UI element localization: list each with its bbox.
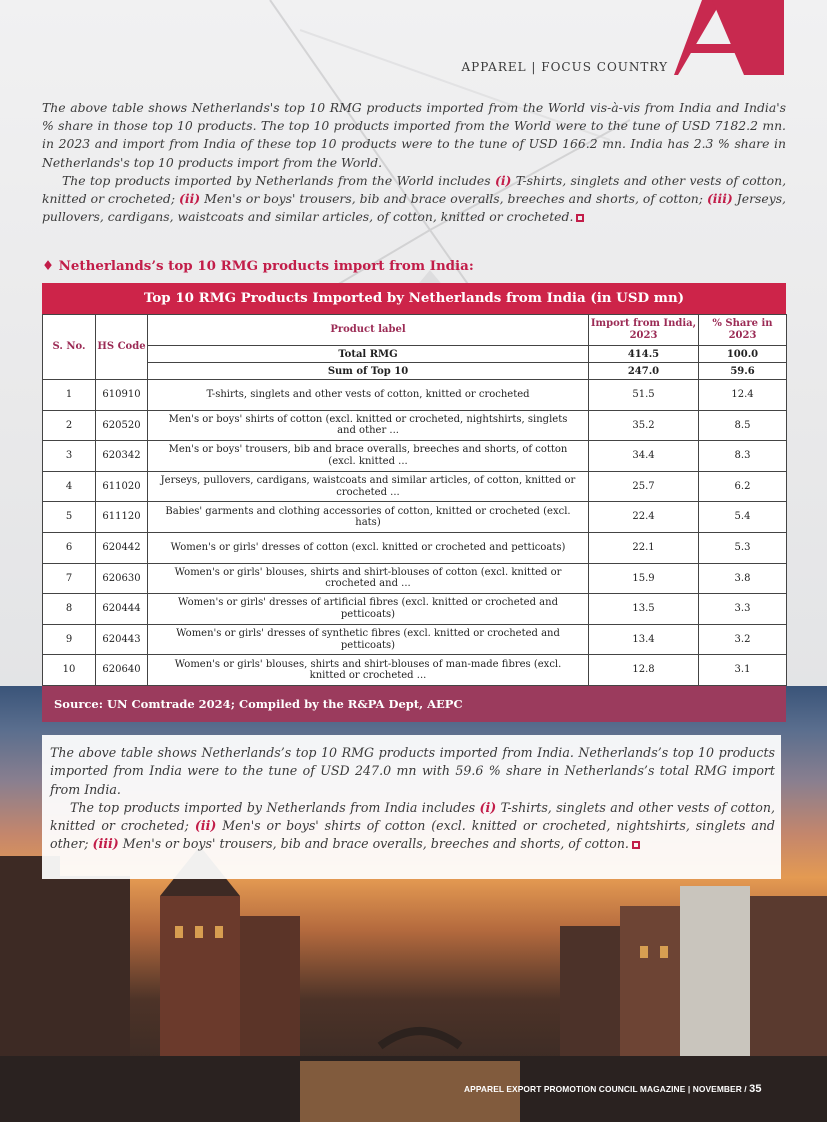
cell-sno: 6 (43, 532, 96, 563)
cell-label: Women's or girls' dresses of artificial fibres (excl. knitted or crocheted and petticoats) (148, 594, 589, 625)
col-header-import: Import from India, 2023 (589, 315, 699, 346)
cell-share: 3.3 (699, 594, 787, 625)
cell-sno: 5 (43, 502, 96, 533)
cell-sno: 8 (43, 594, 96, 625)
cell-label: Men's or boys' shirts of cotton (excl. knitted or crocheted, nightshirts, singlets and other ... (148, 410, 589, 441)
cell-hs: 620442 (96, 532, 148, 563)
table-row (43, 441, 787, 472)
magazine-logo-icon (674, 0, 784, 78)
cell-label: Babies' garments and clothing accessories of cotton, knitted or crocheted (excl. hats) (148, 502, 589, 533)
cell-label: Women's or girls' blouses, shirts and shirt-blouses of cotton (excl. knitted or crocheted and ... (148, 563, 589, 594)
cell-import: 34.4 (589, 441, 699, 472)
section-title: ♦ Netherlands’s top 10 RMG products import from India: (42, 258, 474, 274)
cell-sno: 7 (43, 563, 96, 594)
end-mark-icon (576, 214, 584, 222)
cell-label: Women's or girls' blouses, shirts and shirt-blouses of man-made fibres (excl. knitted or crocheted ... (148, 655, 589, 686)
table-source: Source: UN Comtrade 2024; Compiled by the R&PA Dept, AEPC (42, 686, 786, 722)
cell-import: 35.2 (589, 410, 699, 441)
cell-share: 8.3 (699, 441, 787, 472)
cell-sno: 1 (43, 380, 96, 411)
summary-text-2: The top products imported by Netherlands from India includes (i) T-shirts, singlets and other vests of cotton, knitted or crocheted; (ii) Men's or boys' shirts of cotton (excl. knitted or crocheted, nightshirts, singlets and other; (iii) Men's or boys' trousers, bib and brace overalls, breeches and shorts, of cotton. (50, 799, 775, 852)
cell-import: 15.9 (589, 563, 699, 594)
table-row (43, 502, 787, 533)
cell-sno: 2 (43, 410, 96, 441)
cell-sno: 9 (43, 624, 96, 655)
page-footer: APPAREL EXPORT PROMOTION COUNCIL MAGAZINE | NOVEMBER / 35 (464, 1083, 762, 1095)
cell-label: Men's or boys' trousers, bib and brace overalls, breeches and shorts, of cotton (excl. knitted ... (148, 441, 589, 472)
cell-share: 3.2 (699, 624, 787, 655)
cell-sno: 4 (43, 471, 96, 502)
cell-import: 22.4 (589, 502, 699, 533)
col-header-hs: HS Code (96, 315, 148, 380)
cell-hs: 620630 (96, 563, 148, 594)
summary-box (42, 735, 781, 879)
page-number: 35 (749, 1083, 762, 1095)
col-header-sno: S. No. (43, 315, 96, 380)
total-row: Total RMG 414.5 100.0 (43, 346, 787, 363)
table-title: Top 10 RMG Products Imported by Netherlands from India (in USD mn) (42, 283, 786, 314)
cell-share: 5.3 (699, 532, 787, 563)
cell-share: 5.4 (699, 502, 787, 533)
cell-hs: 620520 (96, 410, 148, 441)
cell-hs: 611020 (96, 471, 148, 502)
table-row (43, 410, 787, 441)
cell-share: 3.1 (699, 655, 787, 686)
summary-text-1: The above table shows Netherlands’s top 10 RMG products imported from India. Netherlands’s top 10 products imported from India were to the tune of USD 247.0 mn with 59.6 % share in Netherlands’s total RMG import from India. (50, 745, 775, 797)
cell-label: Jerseys, pullovers, cardigans, waistcoats and similar articles, of cotton, knitted or crocheted ... (148, 471, 589, 502)
col-header-share: % Share in 2023 (699, 315, 787, 346)
table-row (43, 594, 787, 625)
cell-sno: 3 (43, 441, 96, 472)
table-row (43, 624, 787, 655)
intro-text-1: The above table shows Netherlands's top 10 RMG products imported from the World vis-à-vis from India and India's % share in those top 10 products. The top 10 products imported from the World were to the tune of USD 7182.2 mn. in 2023 and import from India of these top 10 products were to the tune of USD 166.2 mn. India has 2.3 % share in Netherlands's top 10 products import from the World. (42, 100, 786, 170)
cell-import: 13.5 (589, 594, 699, 625)
end-mark-icon (632, 841, 640, 849)
col-header-label: Product label (148, 315, 589, 346)
cell-import: 12.8 (589, 655, 699, 686)
cell-hs: 620444 (96, 594, 148, 625)
intro-paragraph (42, 99, 786, 226)
cell-share: 8.5 (699, 410, 787, 441)
cell-label: Women's or girls' dresses of synthetic fibres (excl. knitted or crocheted and petticoats) (148, 624, 589, 655)
cell-import: 51.5 (589, 380, 699, 411)
sum-row: Sum of Top 10 247.0 59.6 (43, 363, 787, 380)
table-row (43, 563, 787, 594)
cell-share: 6.2 (699, 471, 787, 502)
cell-hs: 620342 (96, 441, 148, 472)
table-row (43, 380, 787, 411)
cell-import: 13.4 (589, 624, 699, 655)
cell-import: 22.1 (589, 532, 699, 563)
cell-share: 3.8 (699, 563, 787, 594)
cell-hs: 610910 (96, 380, 148, 411)
rmg-import-table (42, 283, 786, 722)
cell-hs: 620640 (96, 655, 148, 686)
cell-label: Women's or girls' dresses of cotton (excl. knitted or crocheted and petticoats) (148, 532, 589, 563)
section-header-label: APPAREL | FOCUS COUNTRY (461, 60, 668, 74)
table-row (43, 655, 787, 686)
table-row (43, 471, 787, 502)
cell-sno: 10 (43, 655, 96, 686)
cell-hs: 620443 (96, 624, 148, 655)
intro-text-2: The top products imported by Netherlands from the World includes (i) T-shirts, singlets and other vests of cotton, knitted or crocheted; (ii) Men's or boys' trousers, bib and brace overalls, breeches and shorts, of cotton; (iii) Jerseys, pullovers, cardigans, waistcoats and similar articles, of cotton, knitted or crocheted. (42, 172, 787, 225)
table-row (43, 532, 787, 563)
cell-label: T-shirts, singlets and other vests of cotton, knitted or crocheted (148, 380, 589, 411)
cell-import: 25.7 (589, 471, 699, 502)
cell-share: 12.4 (699, 380, 787, 411)
cell-hs: 611120 (96, 502, 148, 533)
